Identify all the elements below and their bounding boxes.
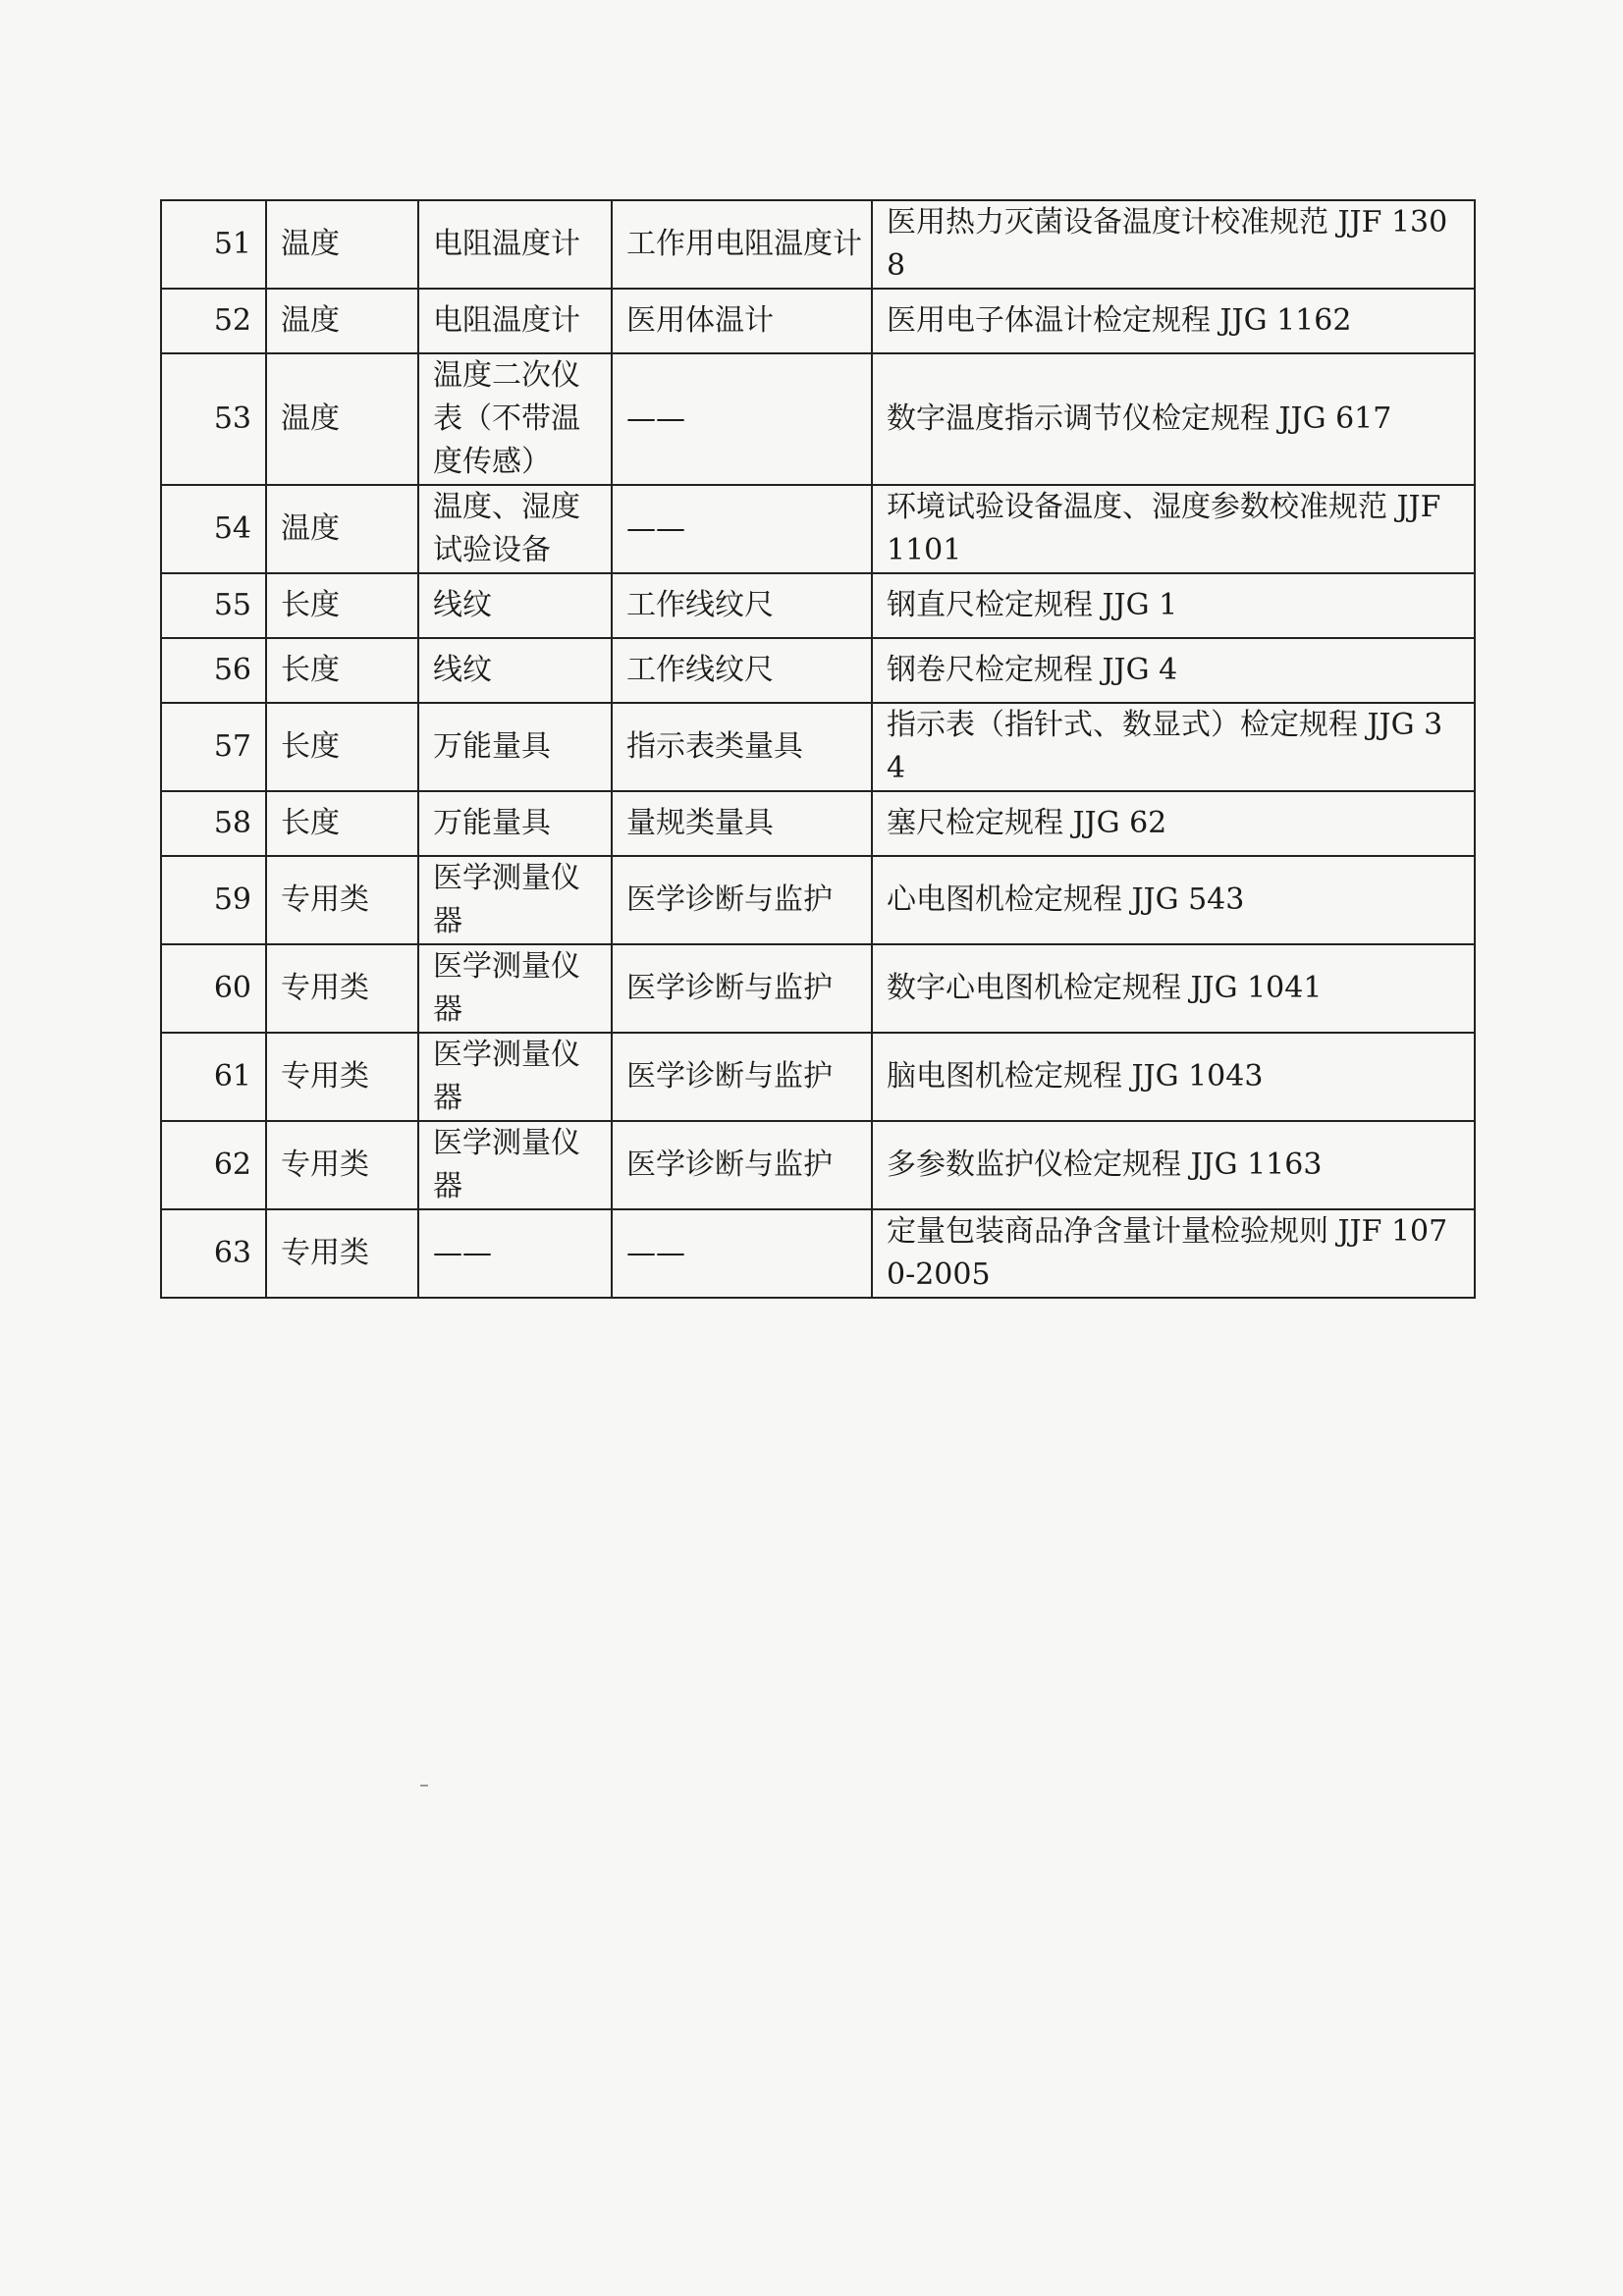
table-row <box>161 1209 1475 1298</box>
table-row <box>161 703 1475 791</box>
instrument-name: 医学测量仪器 <box>418 944 612 1033</box>
row-number: 59 <box>161 856 266 944</box>
instrument-name: 万能量具 <box>418 703 612 791</box>
measurement-field: 温度 <box>266 200 418 289</box>
regulation-spec: 医用热力灭菌设备温度计校准规范 JJF 1308 <box>872 200 1475 289</box>
instrument-name: 医学测量仪器 <box>418 1033 612 1121</box>
instrument-type: —— <box>612 485 872 573</box>
row-number: 62 <box>161 1121 266 1209</box>
instrument-type: —— <box>612 353 872 485</box>
row-number: 56 <box>161 638 266 703</box>
regulation-spec: 数字温度指示调节仪检定规程 JJG 617 <box>872 353 1475 485</box>
instrument-name: —— <box>418 1209 612 1298</box>
regulation-spec: 钢卷尺检定规程 JJG 4 <box>872 638 1475 703</box>
instrument-type: —— <box>612 1209 872 1298</box>
row-number: 54 <box>161 485 266 573</box>
instrument-name: 温度二次仪表（不带温度传感） <box>418 353 612 485</box>
row-number: 53 <box>161 353 266 485</box>
scan-speck <box>420 1785 428 1787</box>
instrument-name: 电阻温度计 <box>418 289 612 353</box>
instrument-name: 线纹 <box>418 638 612 703</box>
measurement-field: 专用类 <box>266 1121 418 1209</box>
instrument-type: 医学诊断与监护 <box>612 856 872 944</box>
table-row <box>161 573 1475 638</box>
regulation-spec: 指示表（指针式、数显式）检定规程 JJG 34 <box>872 703 1475 791</box>
instrument-type: 工作线纹尺 <box>612 638 872 703</box>
table-row <box>161 856 1475 944</box>
measurement-field: 长度 <box>266 573 418 638</box>
table-row <box>161 1033 1475 1121</box>
instrument-type: 医学诊断与监护 <box>612 1121 872 1209</box>
measurement-field: 专用类 <box>266 1209 418 1298</box>
instrument-type: 医学诊断与监护 <box>612 944 872 1033</box>
instrument-name: 万能量具 <box>418 791 612 856</box>
table-row <box>161 485 1475 573</box>
measurement-field: 专用类 <box>266 1033 418 1121</box>
regulation-spec: 脑电图机检定规程 JJG 1043 <box>872 1033 1475 1121</box>
table-row <box>161 791 1475 856</box>
row-number: 55 <box>161 573 266 638</box>
table-row <box>161 638 1475 703</box>
regulation-spec: 定量包装商品净含量计量检验规则 JJF 1070-2005 <box>872 1209 1475 1298</box>
measurement-field: 专用类 <box>266 856 418 944</box>
table-row <box>161 289 1475 353</box>
calibration-table <box>160 199 1476 1299</box>
instrument-name: 线纹 <box>418 573 612 638</box>
regulation-spec: 多参数监护仪检定规程 JJG 1163 <box>872 1121 1475 1209</box>
row-number: 58 <box>161 791 266 856</box>
row-number: 52 <box>161 289 266 353</box>
regulation-spec: 数字心电图机检定规程 JJG 1041 <box>872 944 1475 1033</box>
regulation-spec: 钢直尺检定规程 JJG 1 <box>872 573 1475 638</box>
instrument-type: 工作线纹尺 <box>612 573 872 638</box>
table-row <box>161 1121 1475 1209</box>
measurement-field: 专用类 <box>266 944 418 1033</box>
row-number: 57 <box>161 703 266 791</box>
regulation-spec: 医用电子体温计检定规程 JJG 1162 <box>872 289 1475 353</box>
row-number: 60 <box>161 944 266 1033</box>
measurement-field: 长度 <box>266 638 418 703</box>
instrument-type: 量规类量具 <box>612 791 872 856</box>
instrument-name: 医学测量仪器 <box>418 1121 612 1209</box>
regulation-spec: 环境试验设备温度、湿度参数校准规范 JJF 1101 <box>872 485 1475 573</box>
row-number: 63 <box>161 1209 266 1298</box>
row-number: 51 <box>161 200 266 289</box>
measurement-field: 温度 <box>266 289 418 353</box>
measurement-field: 温度 <box>266 353 418 485</box>
instrument-type: 指示表类量具 <box>612 703 872 791</box>
row-number: 61 <box>161 1033 266 1121</box>
instrument-type: 医用体温计 <box>612 289 872 353</box>
instrument-name: 电阻温度计 <box>418 200 612 289</box>
measurement-field: 温度 <box>266 485 418 573</box>
instrument-name: 医学测量仪器 <box>418 856 612 944</box>
measurement-field: 长度 <box>266 703 418 791</box>
instrument-type: 工作用电阻温度计 <box>612 200 872 289</box>
table-row <box>161 353 1475 485</box>
regulation-spec: 塞尺检定规程 JJG 62 <box>872 791 1475 856</box>
instrument-name: 温度、湿度试验设备 <box>418 485 612 573</box>
measurement-field: 长度 <box>266 791 418 856</box>
table-row <box>161 200 1475 289</box>
instrument-type: 医学诊断与监护 <box>612 1033 872 1121</box>
regulation-spec: 心电图机检定规程 JJG 543 <box>872 856 1475 944</box>
table-row <box>161 944 1475 1033</box>
